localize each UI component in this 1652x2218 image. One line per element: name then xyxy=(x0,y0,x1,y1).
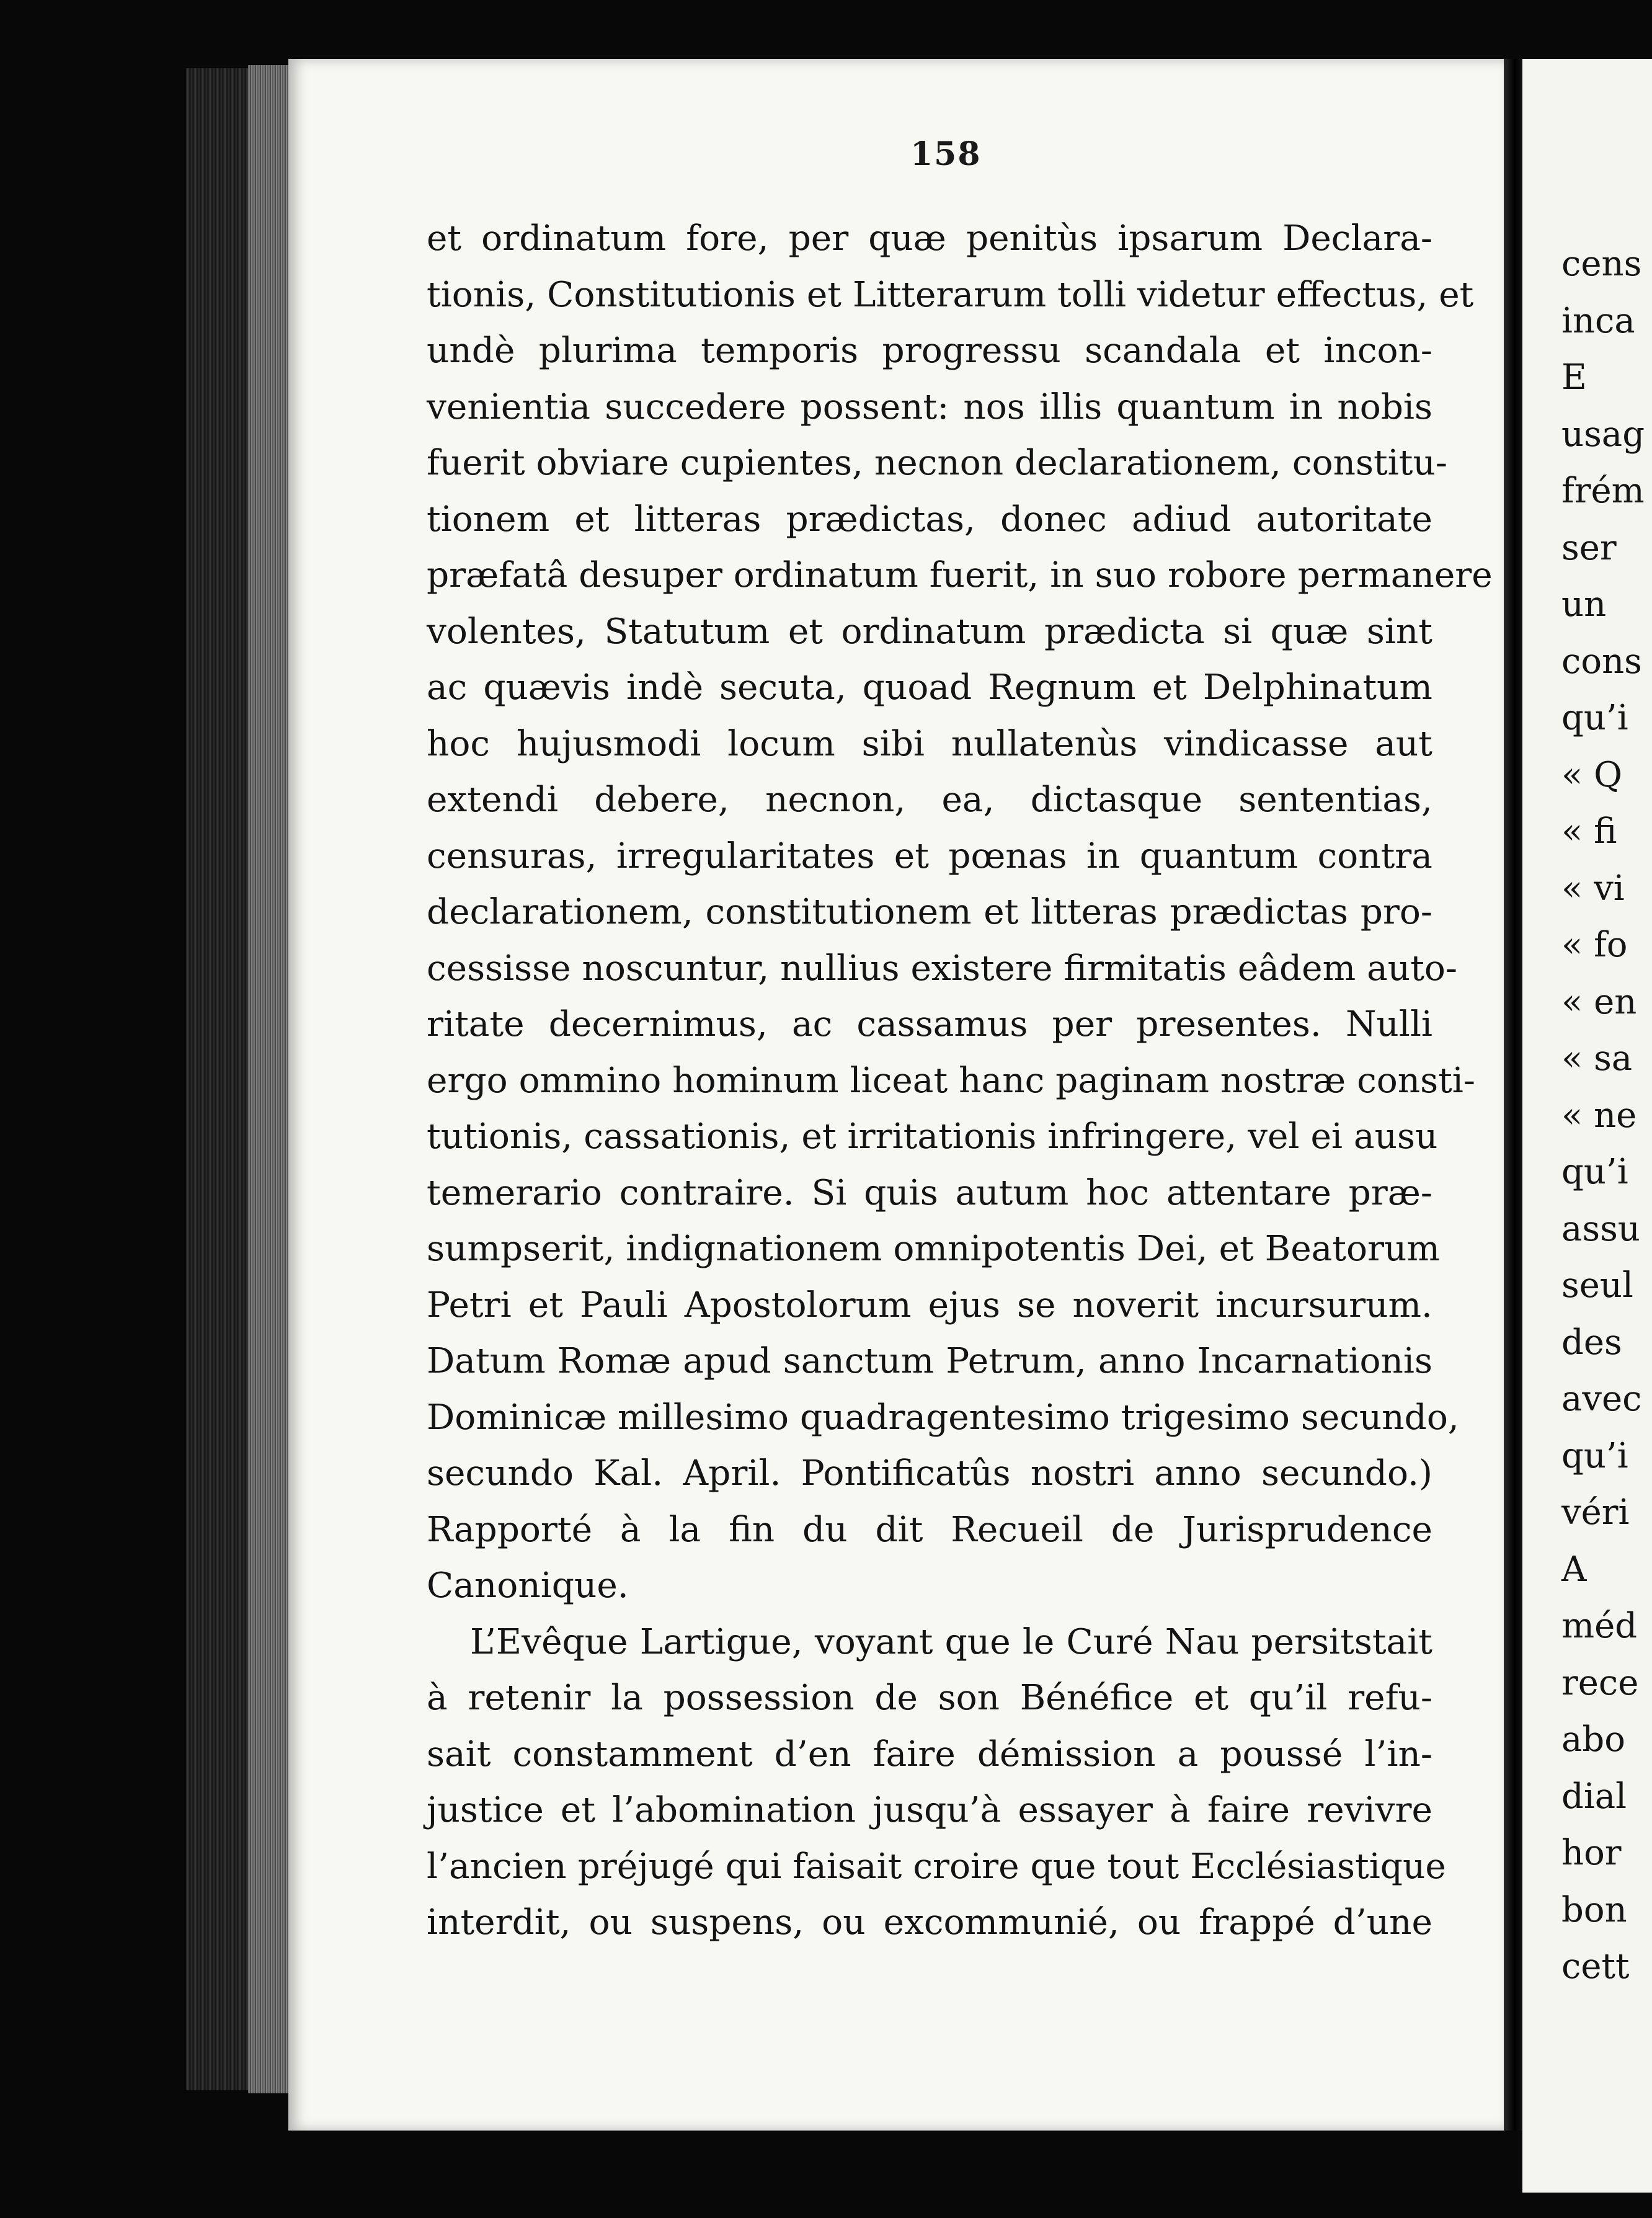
right-fragment: abo xyxy=(1561,1719,1625,1760)
right-page-text xyxy=(1561,236,1645,1995)
text-line: ac quævis indè secuta, quoad Regnum et Delphinatum xyxy=(427,667,1432,708)
paragraph-line: sait constamment d’en faire démission a poussé l’in- xyxy=(427,1734,1432,1775)
text-line: cessisse noscuntur, nullius existere firmitatis eâdem auto- xyxy=(427,948,1458,989)
right-fragment: « fo xyxy=(1561,925,1628,965)
right-fragment: dial xyxy=(1561,1776,1627,1817)
text-line: volentes, Statutum et ordinatum prædicta si quæ sint xyxy=(427,611,1432,652)
text-line: hoc hujusmodi locum sibi nullatenùs vindicasse aut xyxy=(427,723,1432,764)
right-fragment: qu’i xyxy=(1561,1435,1628,1476)
right-fragment: un xyxy=(1561,584,1607,625)
text-line: sumpserit, indignationem omnipotentis Dei, et Beatorum xyxy=(427,1229,1441,1269)
right-fragment: « vi xyxy=(1561,868,1625,909)
right-fragment: rece xyxy=(1561,1662,1639,1703)
right-fragment: « en xyxy=(1561,981,1637,1022)
right-fragment: cens xyxy=(1561,244,1642,284)
text-line: Canonique. xyxy=(427,1566,629,1606)
text-line: secundo Kal. April. Pontificatûs nostri anno secundo.) xyxy=(427,1453,1432,1494)
page-number: 158 xyxy=(910,135,982,173)
right-fragment: ser xyxy=(1561,527,1617,568)
right-fragment: usag xyxy=(1561,414,1645,455)
text-line: venientia succedere possent: nos illis quantum in nobis xyxy=(427,386,1432,427)
right-fragment: des xyxy=(1561,1322,1622,1363)
main-text-block xyxy=(427,211,1493,1951)
text-line: et ordinatum fore, per quæ penitùs ipsarum Declara- xyxy=(427,218,1432,259)
text-line: Petri et Pauli Apostolorum ejus se noverit incursurum. xyxy=(427,1285,1432,1325)
paragraph-line: l’ancien préjugé qui faisait croire que tout Ecclésiastique xyxy=(427,1846,1446,1887)
right-fragment: E xyxy=(1561,357,1587,398)
right-fragment: qu’i xyxy=(1561,1152,1628,1192)
right-fragment: inca xyxy=(1561,300,1635,341)
text-line: Dominicæ millesimo quadragentesimo trigesimo secundo, xyxy=(427,1397,1459,1438)
right-fragment: A xyxy=(1561,1549,1587,1590)
right-fragment: frém xyxy=(1561,471,1645,511)
right-fragment: « Q xyxy=(1561,754,1622,795)
text-line: ritate decernimus, ac cassamus per presentes. Nulli xyxy=(427,1004,1432,1044)
right-fragment: « ne xyxy=(1561,1095,1637,1136)
text-line: temerario contraire. Si quis autum hoc attentare præ- xyxy=(427,1172,1432,1213)
text-line: tionem et litteras prædictas, donec adiud autoritate xyxy=(427,499,1432,540)
text-line: Datum Romæ apud sanctum Petrum, anno Incarnationis xyxy=(427,1341,1432,1381)
right-fragment: bon xyxy=(1561,1889,1627,1930)
right-fragment: véri xyxy=(1561,1492,1630,1533)
right-fragment: seul xyxy=(1561,1265,1633,1306)
right-fragment: avec xyxy=(1561,1379,1642,1419)
paragraph-line: L’Evêque Lartigue, voyant que le Curé Nau persitstait xyxy=(470,1621,1432,1662)
paragraph-line: à retenir la possession de son Bénéfice et qu’il refu- xyxy=(427,1678,1432,1718)
text-line: declarationem, constitutionem et litteras prædictas pro- xyxy=(427,892,1432,932)
right-fragment: assu xyxy=(1561,1208,1640,1249)
right-fragment: « fi xyxy=(1561,811,1617,852)
right-fragment: hor xyxy=(1561,1833,1622,1873)
text-line: undè plurima temporis progressu scandala et incon- xyxy=(427,331,1432,371)
text-line: censuras, irregularitates et pœnas in quantum contra xyxy=(427,835,1432,876)
paragraph-line: interdit, ou suspens, ou excommunié, ou frappé d’une xyxy=(427,1902,1432,1943)
paragraph-line: justice et l’abomination jusqu’à essayer à faire revivre xyxy=(427,1790,1432,1830)
right-fragment: cett xyxy=(1561,1946,1630,1987)
text-line: præfatâ desuper ordinatum fuerit, in suo robore permanere xyxy=(427,555,1493,595)
right-fragment: cons xyxy=(1561,641,1642,682)
text-line: tutionis, cassationis, et irritationis infringere, vel ei ausu xyxy=(427,1116,1438,1157)
book-gutter xyxy=(1504,59,1522,2131)
text-line: Rapporté à la fin du dit Recueil de Jurisprudence xyxy=(427,1509,1432,1550)
right-fragment: qu’i xyxy=(1561,698,1628,738)
right-fragment: méd xyxy=(1561,1606,1638,1646)
right-fragment: « sa xyxy=(1561,1038,1633,1079)
text-line: tionis, Constitutionis et Litterarum tolli videtur effectus, et xyxy=(427,274,1474,315)
text-line: extendi debere, necnon, ea, dictasque sententias, xyxy=(427,780,1432,820)
text-line: fuerit obviare cupientes, necnon declarationem, constitu- xyxy=(427,443,1447,483)
book-page-edges-highlight xyxy=(248,65,291,2093)
text-line: ergo ommino hominum liceat hanc paginam nostræ consti- xyxy=(427,1060,1475,1101)
